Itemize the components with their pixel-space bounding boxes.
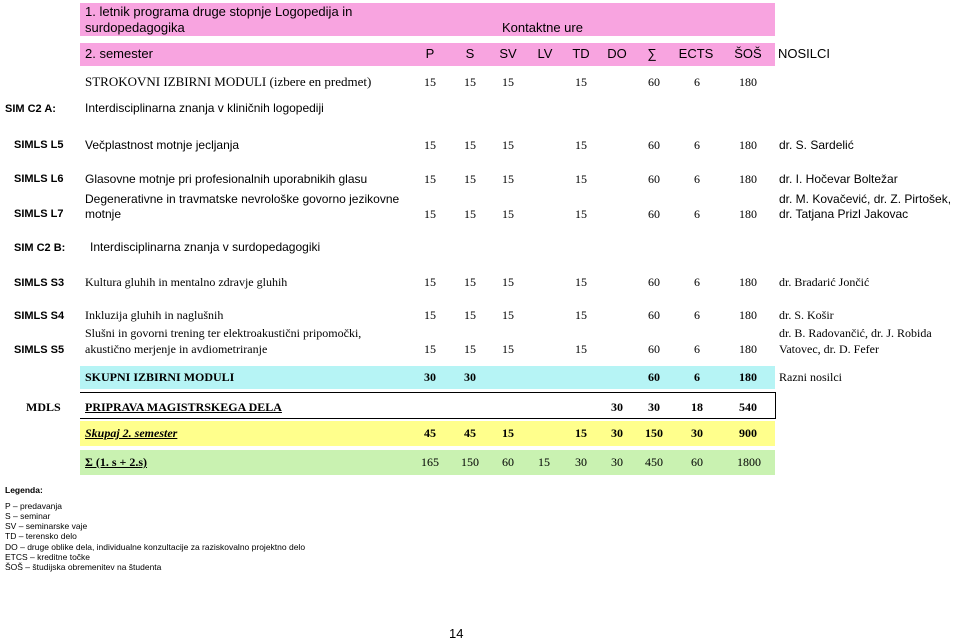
cell-sum: 60	[648, 275, 660, 289]
skupaj-ects: 30	[691, 426, 703, 440]
sigma-sum: 450	[645, 455, 663, 469]
cell-ects: 6	[694, 275, 700, 289]
cell-s: 15	[464, 308, 476, 322]
cell-sv: 15	[502, 342, 514, 356]
sigma-label: Σ (1. s + 2.s)	[85, 455, 148, 469]
cell-sos: 180	[739, 275, 757, 289]
sigma-s: 150	[461, 455, 479, 469]
row-code: SIMLS S3	[14, 277, 65, 289]
mdls-do: 30	[648, 400, 660, 414]
skupaj-label: Skupaj 2. semester	[85, 426, 178, 440]
row-code: SIMLS L6	[14, 173, 64, 185]
cell-ects: 6	[694, 138, 700, 152]
row-code: SIMLS S4	[14, 310, 65, 322]
mdls-code: MDLS	[26, 400, 61, 414]
cell-nosilci: dr. I. Hočevar Boltežar	[779, 172, 898, 186]
skupni-nosilci: Razni nosilci	[779, 370, 842, 384]
mh-ects: 6	[694, 75, 700, 89]
legend-title: Legenda:	[5, 485, 43, 495]
mh-sos: 180	[739, 75, 757, 89]
sigma-sv: 60	[502, 455, 514, 469]
cell-sum: 60	[648, 342, 660, 356]
cell-td: 15	[575, 138, 587, 152]
cell-p: 15	[424, 342, 436, 356]
sigma-ects: 60	[691, 455, 703, 469]
cell-sv: 15	[502, 207, 514, 221]
col-lv: LV	[537, 46, 553, 61]
sigma-p: 165	[421, 455, 439, 469]
cell-s: 15	[464, 207, 476, 221]
col-ects: ECTS	[678, 46, 714, 61]
skupaj-s: 45	[464, 426, 476, 440]
cell-p: 15	[424, 138, 436, 152]
cell-sum: 60	[648, 138, 660, 152]
col-sv: SV	[499, 46, 517, 61]
cell-sos: 180	[739, 138, 757, 152]
cell-td: 15	[575, 172, 587, 186]
row-name-line1: Slušni in govorni trening ter elektroakustični pripomočki,	[85, 326, 362, 340]
col-p: P	[425, 46, 435, 61]
skupaj-sum: 150	[645, 426, 663, 440]
col-sos: ŠOŠ	[734, 46, 762, 61]
kontaktne-ure: Kontaktne ure	[502, 20, 583, 35]
cell-sum: 60	[648, 308, 660, 322]
mdls-sos: 540	[739, 400, 757, 414]
row-name-line2: akustično merjenje in avdiometriranje	[85, 342, 268, 356]
cell-sos: 180	[739, 207, 757, 221]
sigma-td: 30	[575, 455, 587, 469]
cell-sos: 180	[739, 308, 757, 322]
skupni-p: 30	[424, 370, 436, 384]
cell-td: 15	[575, 207, 587, 221]
row-code: SIMLS L5	[14, 139, 64, 151]
cell-nosilci-line1: dr. B. Radovančić, dr. J. Robida	[779, 326, 932, 340]
legend-item: ŠOŠ – študijska obremenitev na študenta	[5, 562, 162, 572]
legend-item: P – predavanja	[5, 501, 63, 511]
skupaj-td: 15	[575, 426, 587, 440]
cell-s: 15	[464, 172, 476, 186]
skupni-label: SKUPNI IZBIRNI MODULI	[85, 370, 235, 384]
mdls-td: 30	[611, 400, 623, 414]
row-name-line2: motnje	[85, 207, 122, 221]
cell-sv: 15	[502, 172, 514, 186]
legend-item: SV – seminarske vaje	[5, 521, 88, 531]
cell-sos: 180	[739, 342, 757, 356]
cell-sos: 180	[739, 172, 757, 186]
cell-sv: 15	[502, 138, 514, 152]
mdls-box-top	[80, 392, 775, 393]
cell-nosilci-line1: dr. M. Kovačević, dr. Z. Pirtošek,	[779, 192, 952, 206]
mh-td: 15	[575, 75, 587, 89]
cell-p: 15	[424, 172, 436, 186]
skupni-s: 30	[464, 370, 476, 384]
page-number: 14	[449, 626, 464, 641]
mdls-box-bottom	[80, 418, 775, 419]
legend-item: DO – druge oblike dela, individualne konzultacije za raziskovalno projektno delo	[5, 542, 306, 552]
row-name: Inkluzija gluhih in naglušnih	[85, 308, 224, 322]
skupni-ects: 6	[694, 370, 700, 384]
row-code: SIMLS L7	[14, 208, 64, 220]
cell-p: 15	[424, 308, 436, 322]
skupaj-sos: 900	[739, 426, 757, 440]
col-sum: ∑	[647, 46, 657, 61]
mh-s: 15	[464, 75, 476, 89]
sigma-do: 30	[611, 455, 623, 469]
cell-p: 15	[424, 207, 436, 221]
mh-p: 15	[424, 75, 436, 89]
title-line1: 1. letnik programa druge stopnje Logopedija in	[85, 4, 353, 19]
cell-nosilci: dr. Bradarić Jončić	[779, 275, 870, 289]
cell-nosilci: dr. S. Košir	[779, 308, 834, 322]
mh-sum: 60	[648, 75, 660, 89]
col-s: S	[465, 46, 475, 61]
legend-item: S – seminar	[5, 511, 51, 521]
cell-sum: 60	[648, 207, 660, 221]
mdls-box-right	[775, 392, 776, 419]
skupaj-sv: 15	[502, 426, 514, 440]
cell-td: 15	[575, 342, 587, 356]
skupaj-p: 45	[424, 426, 436, 440]
cell-p: 15	[424, 275, 436, 289]
cell-sum: 60	[648, 172, 660, 186]
cell-s: 15	[464, 342, 476, 356]
cell-sv: 15	[502, 308, 514, 322]
col-td: TD	[572, 46, 590, 61]
cell-td: 15	[575, 308, 587, 322]
mdls-label: PRIPRAVA MAGISTRSKEGA DELA	[85, 400, 282, 414]
cell-s: 15	[464, 275, 476, 289]
skupni-sum: 60	[648, 370, 660, 384]
legend-item: ETCS – kreditne točke	[5, 552, 91, 562]
row-name: Večplastnost motnje jecljanja	[85, 138, 240, 152]
cell-ects: 6	[694, 172, 700, 186]
cell-ects: 6	[694, 207, 700, 221]
sigma-sos: 1800	[737, 455, 761, 469]
legend-item: TD – terensko delo	[5, 531, 77, 541]
title-line2: surdopedagogika	[85, 20, 185, 35]
cell-td: 15	[575, 275, 587, 289]
col-nosilci: NOSILCI	[778, 46, 831, 61]
row-code: SIMLS S5	[14, 344, 65, 356]
cell-nosilci-line2: Vatovec, dr. D. Fefer	[779, 342, 879, 356]
group-a-title: Interdisciplinarna znanja v kliničnih logopediji	[85, 101, 324, 115]
cell-sv: 15	[502, 275, 514, 289]
row-name-line1: Degenerativne in travmatske nevrološke govorno jezikovne	[85, 192, 400, 206]
group-b-title: Interdisciplinarna znanja v surdopedagogiki	[90, 240, 321, 254]
sigma-lv: 15	[538, 455, 550, 469]
group-a-code: SIM C2 A:	[5, 103, 56, 115]
row-name: Kultura gluhih in mentalno zdravje gluhih	[85, 275, 288, 289]
cell-ects: 6	[694, 308, 700, 322]
skupni-sos: 180	[739, 370, 757, 384]
cell-s: 15	[464, 138, 476, 152]
cell-nosilci-line2: dr. Tatjana Prizl Jakovac	[779, 207, 909, 221]
col-do: DO	[607, 46, 627, 61]
semester-label: 2. semester	[85, 46, 153, 61]
mh-sv: 15	[502, 75, 514, 89]
modules-heading: STROKOVNI IZBIRNI MODULI (izbere en predmet)	[85, 74, 372, 89]
row-name: Glasovne motnje pri profesionalnih uporabnikih glasu	[85, 172, 368, 186]
cell-ects: 6	[694, 342, 700, 356]
skupaj-do: 30	[611, 426, 623, 440]
group-b-code: SIM C2 B:	[14, 242, 66, 254]
cell-nosilci: dr. S. Sardelić	[779, 138, 854, 152]
mdls-ects: 18	[691, 400, 703, 414]
